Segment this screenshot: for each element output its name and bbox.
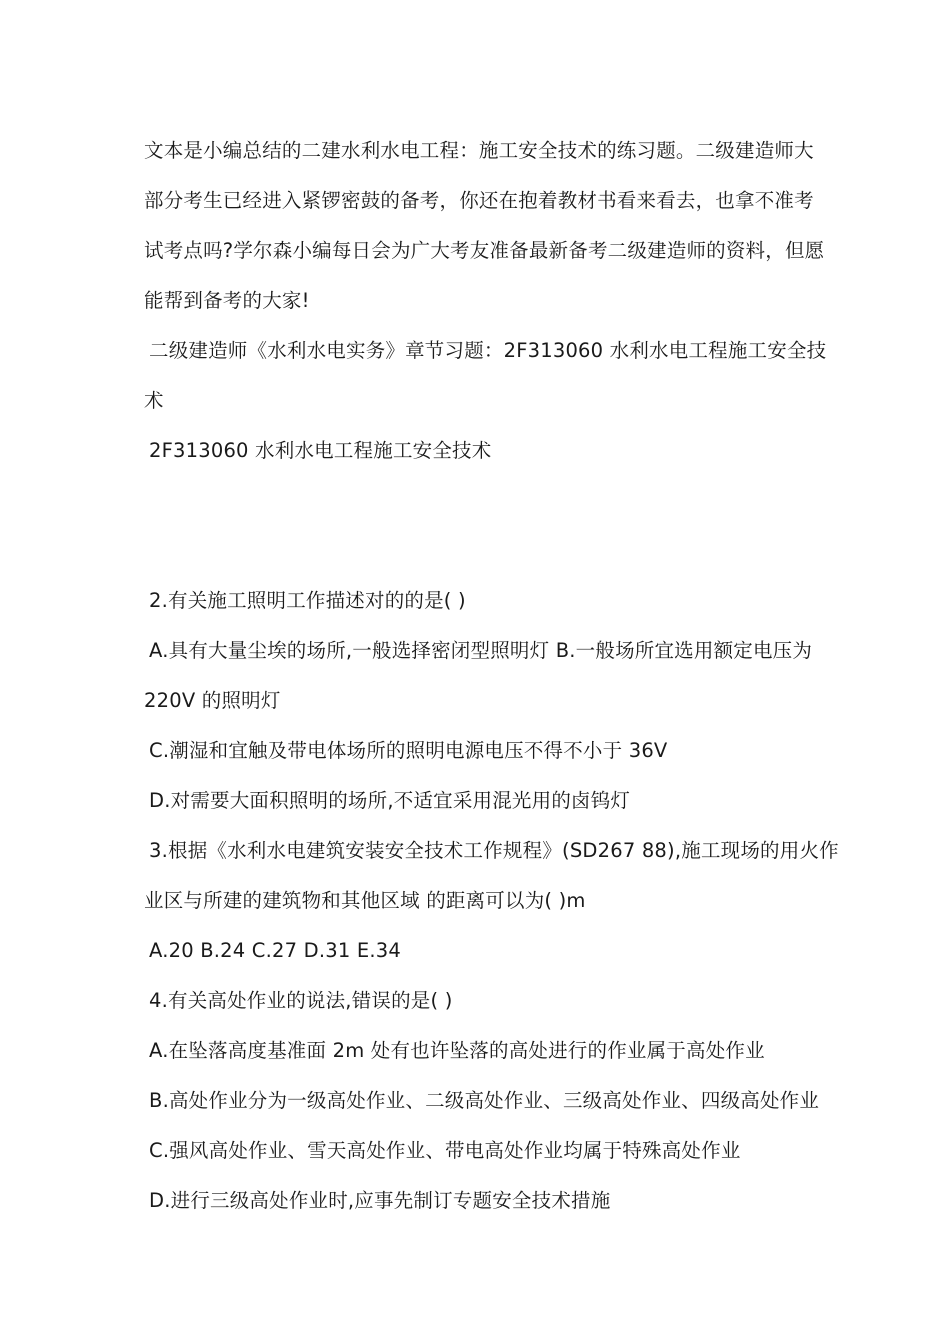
q3-options: A.20 B.24 C.27 D.31 E.34 — [149, 939, 401, 962]
chapter-line-1: 二级建造师《水利水电实务》章节习题：2F313060 水利水电工程施工安全技 — [149, 339, 827, 362]
q2-options-line-1: A.具有大量尘埃的场所,一般选择密闭型照明灯 B.一般场所宜选用额定电压为 — [149, 639, 813, 662]
q3-question-line-1: 3.根据《水利水电建筑安装安全技术工作规程》(SD267 88),施工现场的用火作 — [149, 839, 839, 862]
intro-line-2: 部分考生已经进入紧锣密鼓的备考，你还在抱着教材书看来看去，也拿不准考 — [144, 189, 814, 212]
q4-option-a: A.在坠落高度基准面 2m 处有也许坠落的高处进行的作业属于高处作业 — [149, 1039, 765, 1062]
q2-options-line-2: 220V 的照明灯 — [144, 689, 281, 712]
q3-question-line-2: 业区与所建的建筑物和其他区域 的距离可以为( )m — [144, 889, 586, 912]
intro-line-3: 试考点吗?学尔森小编每日会为广大考友准备最新备考二级建造师的资料，但愿 — [144, 239, 825, 262]
q4-option-d: D.进行三级高处作业时,应事先制订专题安全技术措施 — [149, 1189, 611, 1212]
q2-question: 2.有关施工照明工作描述对的的是( ) — [149, 589, 466, 612]
q4-option-c: C.强风高处作业、雪天高处作业、带电高处作业均属于特殊高处作业 — [149, 1139, 741, 1162]
q2-option-c: C.潮湿和宜触及带电体场所的照明电源电压不得不小于 36V — [149, 739, 668, 762]
q2-option-d: D.对需要大面积照明的场所,不适宜采用混光用的卤钨灯 — [149, 789, 631, 812]
intro-line-1: 文本是小编总结的二建水利水电工程：施工安全技术的练习题。二级建造师大 — [144, 139, 814, 162]
section-title: 2F313060 水利水电工程施工安全技术 — [149, 439, 492, 462]
q4-question: 4.有关高处作业的说法,错误的是( ) — [149, 989, 453, 1012]
chapter-line-2: 术 — [144, 389, 164, 412]
intro-line-4: 能帮到备考的大家! — [144, 289, 310, 312]
q4-option-b: B.高处作业分为一级高处作业、二级高处作业、三级高处作业、四级高处作业 — [149, 1089, 820, 1112]
